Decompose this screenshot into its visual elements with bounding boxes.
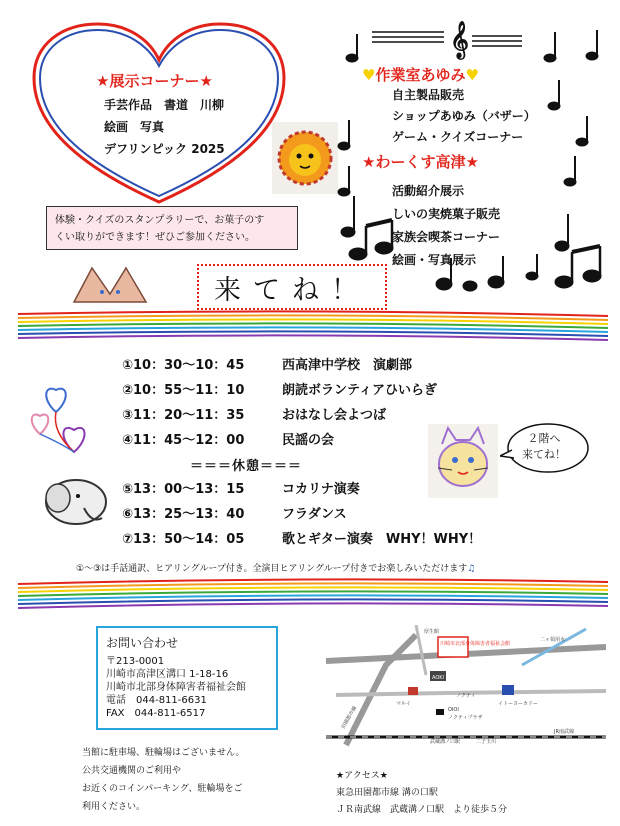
exhibit-title: ★展示コーナー★ [96, 72, 213, 90]
stamp-rally-line: くい取りができます！ぜひご参加ください。 [55, 232, 255, 243]
exhibit-line: 絵画 写真 [104, 120, 165, 134]
schedule-name: おはなし会よつば [282, 408, 387, 423]
map-label-marui: マルイ [396, 701, 411, 707]
access-info [336, 768, 507, 819]
workstaka-item: しいの実焼菓子販売 [392, 207, 501, 221]
parking-line: 利用ください。 [82, 802, 146, 812]
ayumi-item: 自主製品販売 [392, 88, 465, 102]
map-label-welfare: 川崎市北部身体障害者福祉会館 [440, 641, 511, 647]
sign-language-note [76, 561, 475, 574]
contact-title: お問い合わせ [106, 636, 179, 650]
access-map [326, 625, 606, 750]
bubble-line: 来てね！ [522, 448, 566, 461]
schedule-name: 西高津中学校 演劇部 [282, 358, 413, 373]
contact-box [96, 626, 278, 730]
map-label-musashi-station: 武蔵溝ノ口駅 [430, 739, 461, 745]
schedule-time: ⑤13：00～13：15 [122, 482, 245, 497]
yellow-heart-icon: ♥ [465, 66, 479, 84]
schedule-time: ⑦13：50～14：05 [122, 532, 245, 547]
heart-frame [28, 20, 290, 208]
schedule-item [122, 503, 347, 522]
map-label-aoki: AOKI [432, 675, 445, 681]
schedule-item [122, 478, 360, 497]
cat-ears-drawing-image [72, 264, 148, 304]
parking-line: 公共交通機関のご利用や [82, 766, 182, 776]
music-note-icon: ♫ [467, 564, 476, 574]
cat-drawing-image [428, 424, 498, 498]
map-label-nambu: JR南武線 [554, 729, 574, 735]
schedule-item [122, 429, 334, 448]
workstaka-item: 活動紹介展示 [392, 184, 465, 198]
map-label-futa-line: 二子玉川 [476, 739, 497, 745]
svg-text:𝄞: 𝄞 [450, 20, 469, 58]
contact-fax: FAX 044-811-6517 [106, 708, 206, 719]
rainbow-stripes-top [18, 308, 608, 342]
workstaka-title: ★わーくす高津★ [362, 153, 479, 171]
ayumi-item: ゲーム・クイズコーナー [392, 130, 524, 144]
contact-phone[interactable]: 電話 044-811-6631 [106, 695, 207, 706]
access-line: 東急田園都市線 溝の口駅 [336, 788, 438, 798]
map-label-futago: 二ヶ領用水 [540, 637, 566, 643]
kitene-banner: 来てね！ [197, 264, 387, 310]
schedule-time: ④11：45～12：00 [122, 433, 245, 448]
map-label-kosei: 厚生館 [424, 629, 440, 635]
access-title: ★アクセス★ [336, 771, 388, 781]
ayumi-item: ショップあゆみ（バザー） [392, 109, 536, 123]
bubble-line: ２階へ [527, 432, 561, 445]
contact-postal: 〒213-0001 [106, 656, 165, 667]
access-line: ＪＲ南武線 武蔵溝ノ口駅 より徒歩５分 [336, 805, 508, 815]
schedule-item [122, 354, 412, 373]
rainbow-stripes-bottom [18, 576, 608, 612]
break-label: ＝＝＝休憩＝＝＝ [190, 459, 303, 474]
schedule-item [122, 528, 481, 547]
map-label-den-en: 田園都市線 [340, 705, 359, 730]
map-label-nocty-plaza: ノクティプラザ [448, 715, 483, 721]
schedule-name: 歌とギター演奏 WHY！WHY！ [282, 532, 482, 547]
schedule-time: ⑥13：25～13：40 [122, 507, 245, 522]
ayumi-title-text: 作業室あゆみ [375, 66, 466, 84]
schedule-item [122, 404, 386, 423]
parking-line: 当館に駐車場、駐輪場はございません。 [82, 748, 245, 758]
contact-address: 川崎市高津区溝口 1-18-16 [106, 669, 229, 680]
parking-notice [82, 744, 245, 816]
schedule-time: ③11：20～11：35 [122, 408, 245, 423]
schedule-time: ②10：55～11：10 [122, 383, 245, 398]
schedule-time: ①10：30～10：45 [122, 358, 245, 373]
schedule-item [122, 379, 437, 398]
yellow-heart-icon: ♥ [362, 66, 376, 84]
stamp-rally-box [46, 206, 298, 250]
schedule-name: 朗読ボランティアひいらぎ [282, 383, 437, 398]
exhibit-line: デフリンピック 2025 [104, 142, 225, 156]
workstaka-item: 絵画・写真展示 [392, 253, 477, 267]
parking-line: お近くのコインパーキング、駐輪場をご [82, 784, 243, 794]
workstaka-item: 家族会喫茶コーナー [392, 230, 501, 244]
hearts-doodle [22, 372, 104, 464]
map-label-oioi: OIOI [448, 707, 459, 713]
speech-bubble-text [512, 431, 576, 463]
schedule-name: フラダンス [282, 507, 347, 522]
map-label-ito-yokado: イトーヨーカドー [498, 701, 538, 707]
contact-org: 川崎市北部身体障害者福祉会館 [106, 682, 246, 693]
note-text: ①～③は手話通訳、ヒアリングループ付き。全演目ヒアリングループ付きでお楽しみいただけます [76, 564, 468, 574]
ayumi-title [362, 64, 479, 85]
exhibit-line: 手芸作品 書道 川柳 [104, 98, 225, 112]
map-label-nocty: ノクティ [456, 693, 476, 699]
schedule-name: コカリナ演奏 [282, 482, 360, 497]
elephant-drawing-image [40, 474, 112, 532]
stamp-rally-line: 体験・クイズのスタンプラリーで、お菓子のす [55, 215, 265, 226]
schedule-name: 民謡の会 [282, 433, 335, 448]
